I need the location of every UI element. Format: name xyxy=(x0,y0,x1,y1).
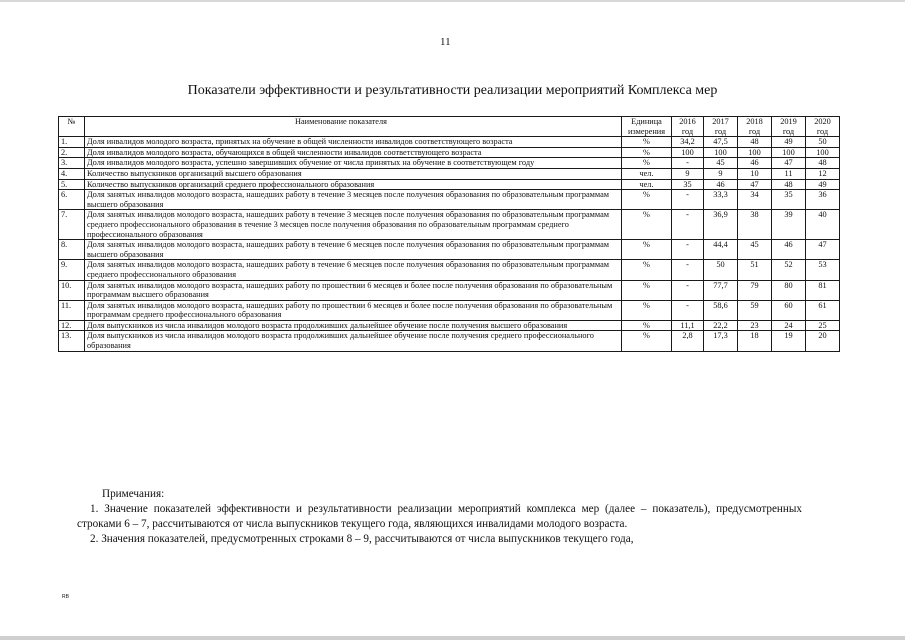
value-cell: 9 xyxy=(704,168,738,179)
value-cell: 39 xyxy=(772,210,806,240)
value-cell: 48 xyxy=(806,158,840,169)
value-cell: 34 xyxy=(738,190,772,210)
value-cell: 48 xyxy=(772,179,806,190)
value-cell: 49 xyxy=(806,179,840,190)
unit-cell: % xyxy=(622,158,672,169)
indicator-name: Количество выпускников организаций среднего профессионального образования xyxy=(85,179,622,190)
value-cell: 46 xyxy=(704,179,738,190)
row-number: 7. xyxy=(59,210,85,240)
value-cell: 47 xyxy=(738,179,772,190)
header-year-2016: 2016 год xyxy=(672,117,704,137)
unit-cell: % xyxy=(622,320,672,331)
value-cell: - xyxy=(672,158,704,169)
scan-edge-bottom xyxy=(0,636,905,640)
value-cell: 49 xyxy=(772,137,806,148)
value-cell: 46 xyxy=(772,240,806,260)
header-year-2018: 2018 год xyxy=(738,117,772,137)
unit-cell: % xyxy=(622,147,672,158)
value-cell: 100 xyxy=(704,147,738,158)
unit-cell: % xyxy=(622,260,672,280)
header-year-2017: 2017 год xyxy=(704,117,738,137)
value-cell: 9 xyxy=(672,168,704,179)
table-row xyxy=(59,260,840,280)
scan-edge-top xyxy=(0,0,905,2)
value-cell: 80 xyxy=(772,280,806,300)
value-cell: 48 xyxy=(738,137,772,148)
row-number: 1. xyxy=(59,137,85,148)
value-cell: 52 xyxy=(772,260,806,280)
table-body xyxy=(59,137,840,351)
document-title: Показатели эффективности и результативности реализации мероприятий Комплекса мер xyxy=(187,83,718,98)
value-cell: 34,2 xyxy=(672,137,704,148)
table-row xyxy=(59,147,840,158)
value-cell: 47,5 xyxy=(704,137,738,148)
indicator-name: Доля занятых инвалидов молодого возраста, нашедших работу по прошествии 6 месяцев и более после получения образования по образовательным программам среднего профессионального образования xyxy=(85,300,622,320)
unit-cell: % xyxy=(622,331,672,351)
note-item-2: 2. Значения показателей, предусмотренных строками 8 – 9, рассчитываются от числа выпускников текущего года, xyxy=(90,533,634,545)
value-cell: 19 xyxy=(772,331,806,351)
unit-cell: % xyxy=(622,190,672,210)
value-cell: 35 xyxy=(672,179,704,190)
value-cell: 45 xyxy=(704,158,738,169)
value-cell: - xyxy=(672,300,704,320)
indicator-name: Количество выпускников организаций высшего образования xyxy=(85,168,622,179)
row-number: 4. xyxy=(59,168,85,179)
header-num: № xyxy=(59,117,85,137)
value-cell: - xyxy=(672,190,704,210)
value-cell: 47 xyxy=(772,158,806,169)
value-cell: 59 xyxy=(738,300,772,320)
row-number: 12. xyxy=(59,320,85,331)
table-row xyxy=(59,240,840,260)
notes-heading: Примечания: xyxy=(102,488,165,500)
table-row xyxy=(59,331,840,351)
indicator-name: Доля занятых инвалидов молодого возраста, нашедших работу в течение 3 месяцев после получения образования по образовательным программам высшего образования xyxy=(85,190,622,210)
table-header-row xyxy=(59,117,840,137)
value-cell: 81 xyxy=(806,280,840,300)
notes-section xyxy=(77,487,802,547)
unit-cell: чел. xyxy=(622,179,672,190)
row-number: 9. xyxy=(59,260,85,280)
unit-cell: чел. xyxy=(622,168,672,179)
value-cell: 35 xyxy=(772,190,806,210)
unit-cell: % xyxy=(622,210,672,240)
unit-cell: % xyxy=(622,280,672,300)
header-year-2019: 2019 год xyxy=(772,117,806,137)
value-cell: - xyxy=(672,210,704,240)
value-cell: 22,2 xyxy=(704,320,738,331)
value-cell: 51 xyxy=(738,260,772,280)
table-row xyxy=(59,137,840,148)
scan-footer-mark: RB xyxy=(62,594,69,600)
value-cell: 58,6 xyxy=(704,300,738,320)
indicator-name: Доля занятых инвалидов молодого возраста, нашедших работу в течение 3 месяцев после получения образования по образовательным программам среднего профессионального образования в течение 3 месяцев после получения образования по образовательным программам среднего профессионального образования xyxy=(85,210,622,240)
row-number: 8. xyxy=(59,240,85,260)
table-row xyxy=(59,158,840,169)
value-cell: 11 xyxy=(772,168,806,179)
value-cell: 40 xyxy=(806,210,840,240)
value-cell: 100 xyxy=(806,147,840,158)
row-number: 5. xyxy=(59,179,85,190)
table-row xyxy=(59,179,840,190)
value-cell: 24 xyxy=(772,320,806,331)
note-item-1: 1. Значение показателей эффективности и результативности реализации мероприятий комплекса мер (далее – показатель), предусмотренных строками 6 – 7, рассчитываются от числа выпускников текущего года, являющихся инвалидами молодого возраста. xyxy=(77,503,802,530)
value-cell: 36,9 xyxy=(704,210,738,240)
value-cell: 79 xyxy=(738,280,772,300)
value-cell: 61 xyxy=(806,300,840,320)
header-year-2020: 2020 год xyxy=(806,117,840,137)
value-cell: 60 xyxy=(772,300,806,320)
indicator-name: Доля занятых инвалидов молодого возраста, нашедших работу в течение 6 месяцев после получения образования по образовательным программам высшего образования xyxy=(85,240,622,260)
value-cell: - xyxy=(672,260,704,280)
table-row xyxy=(59,300,840,320)
value-cell: 50 xyxy=(704,260,738,280)
value-cell: 45 xyxy=(738,240,772,260)
indicators-table xyxy=(58,116,840,352)
row-number: 10. xyxy=(59,280,85,300)
value-cell: 100 xyxy=(738,147,772,158)
indicator-name: Доля занятых инвалидов молодого возраста, нашедших работу в течение 6 месяцев после получения образования по образовательным программам среднего профессионального образования xyxy=(85,260,622,280)
value-cell: 100 xyxy=(772,147,806,158)
indicator-name: Доля инвалидов молодого возраста, принятых на обучение в общей численности инвалидов соответствующего возраста xyxy=(85,137,622,148)
value-cell: - xyxy=(672,240,704,260)
value-cell: 47 xyxy=(806,240,840,260)
value-cell: - xyxy=(672,280,704,300)
value-cell: 20 xyxy=(806,331,840,351)
unit-cell: % xyxy=(622,240,672,260)
value-cell: 10 xyxy=(738,168,772,179)
table-row xyxy=(59,320,840,331)
header-name: Наименование показателя xyxy=(85,117,622,137)
row-number: 13. xyxy=(59,331,85,351)
value-cell: 23 xyxy=(738,320,772,331)
value-cell: 17,3 xyxy=(704,331,738,351)
value-cell: 53 xyxy=(806,260,840,280)
table-row xyxy=(59,168,840,179)
indicator-name: Доля занятых инвалидов молодого возраста, нашедших работу по прошествии 6 месяцев и более после получения образования по образовательным программам высшего образования xyxy=(85,280,622,300)
table-row xyxy=(59,210,840,240)
value-cell: 50 xyxy=(806,137,840,148)
value-cell: 2,8 xyxy=(672,331,704,351)
unit-cell: % xyxy=(622,300,672,320)
indicator-name: Доля выпускников из числа инвалидов молодого возраста продолживших дальнейшее обучение после получения среднего профессионального образования xyxy=(85,331,622,351)
indicator-name: Доля инвалидов молодого возраста, успешно завершивших обучение от числа принятых на обучение в соответствующем году xyxy=(85,158,622,169)
value-cell: 33,3 xyxy=(704,190,738,210)
indicator-name: Доля инвалидов молодого возраста, обучающихся в общей численности инвалидов соответствующего возраста xyxy=(85,147,622,158)
row-number: 11. xyxy=(59,300,85,320)
indicator-name: Доля выпускников из числа инвалидов молодого возраста продолживших дальнейшее обучение после получения высшего образования xyxy=(85,320,622,331)
value-cell: 100 xyxy=(672,147,704,158)
value-cell: 18 xyxy=(738,331,772,351)
value-cell: 46 xyxy=(738,158,772,169)
value-cell: 11,1 xyxy=(672,320,704,331)
row-number: 2. xyxy=(59,147,85,158)
unit-cell: % xyxy=(622,137,672,148)
table-row xyxy=(59,190,840,210)
value-cell: 44,4 xyxy=(704,240,738,260)
page-number: 11 xyxy=(440,36,451,48)
header-unit: Единица измерения xyxy=(622,117,672,137)
value-cell: 36 xyxy=(806,190,840,210)
row-number: 6. xyxy=(59,190,85,210)
value-cell: 77,7 xyxy=(704,280,738,300)
row-number: 3. xyxy=(59,158,85,169)
value-cell: 25 xyxy=(806,320,840,331)
value-cell: 38 xyxy=(738,210,772,240)
table-row xyxy=(59,280,840,300)
value-cell: 12 xyxy=(806,168,840,179)
